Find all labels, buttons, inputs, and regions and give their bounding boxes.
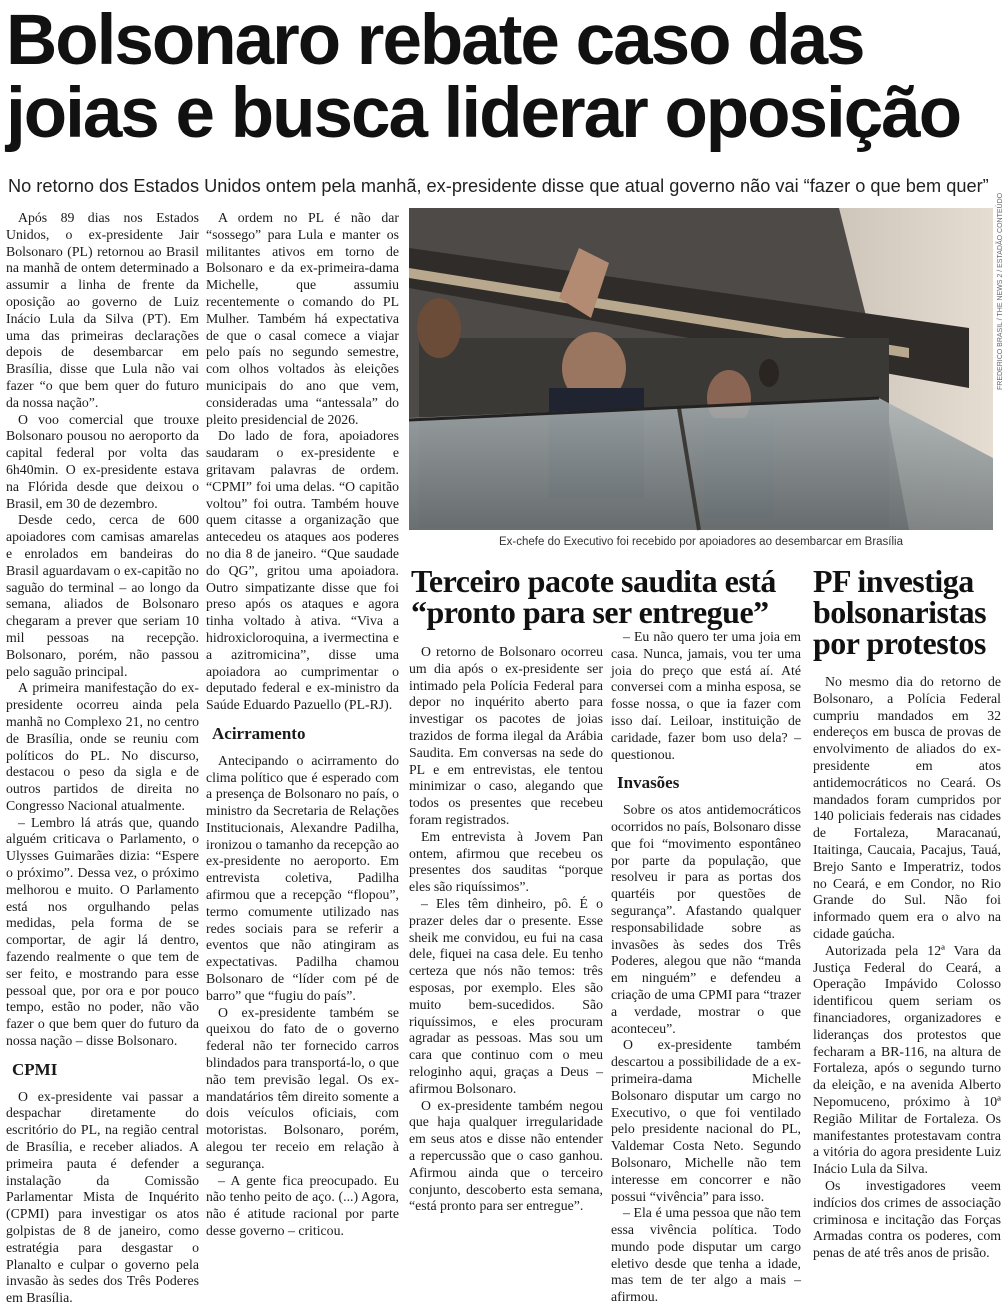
paragraph: No mesmo dia do retorno de Bolsonaro, a Polícia Federal cumpriu mandados em 32 endereços em busca de provas de envolvimento de aliados do ex-presidente em atos antidemocráticos no Ceará. Os mandados foram cumpridos por 140 policiais federais nas cidades de Fortaleza, Maracanaú, Itaitinga, Caucaia, Pacajus, Tauá, Brejo Santo e Imperatriz, todos no Ceará, e em Condor, no Rio Grande do Sul. Não foi informado quem era o alvo na cidade gaúcha.	[813, 674, 1001, 941]
paragraph: Os investigadores veem indícios dos crimes de associação criminosa e incitação das Forças Armadas contra os poderes, com penas de até três anos de prisão.	[813, 1177, 1001, 1261]
story2-column-1	[409, 644, 603, 1222]
paragraph: O ex-presidente também negou que haja qualquer irregularidade em seus atos e disse não entender a repercussão que o caso ganhou. Afirmou ainda que o terceiro conjunto, descoberto esta semana, “está pronto para ser entregue”.	[409, 1097, 603, 1214]
paragraph: – Lembro lá atrás que, quando alguém criticava o Parlamento, o Ulysses Guimarães dizia: “Espere o próximo”. Dessa vez, o próximo melhorou e muito. O Parlamento está nos orgulhando pelas medidas, pela forma de se comportar, de agir lá dentro, fazendo realmente o que tem de ser feito, e mostrando para esse pessoal que, por ora e por pouco tempo, estão no poder, não vão fazer o que bem quer do futuro da nossa nação – disse Bolsonaro.	[6, 814, 199, 1049]
paragraph: O retorno de Bolsonaro ocorreu um dia após o ex-presidente ser intimado pela Polícia Federal para depor no inquérito aberto para investigar os pacotes de joias trazidos de forma ilegal da Arábia Saudita. Em conversas na sede do PL e em entrevistas, ele tentou minimizar o caso, alegando que todos os presentes que recebeu foram registrados.	[409, 644, 603, 827]
paragraph: Desde cedo, cerca de 600 apoiadores com camisas amarelas e enrolados em bandeiras do Brasil aguardavam o ex-capitão no saguão do terminal – ao longo da semana, aliados de Bolsonaro chegaram a prever que seriam 10 mil pessoas na recepção. Bolsonaro, porém, não passou pelo saguão principal.	[6, 512, 199, 679]
story3-headline: PF investiga bolsonaristas por protestos	[813, 563, 987, 661]
story2-headline: Terceiro pacote saudita está “pronto para ser entregue”	[411, 563, 776, 630]
photo-credit: FREDERICO BRASIL / THE NEWS 2 / ESTADÃO CONTEÚDO	[997, 192, 1004, 390]
subheading-cpmi: CPMI	[12, 1059, 58, 1079]
paragraph: – Eles têm dinheiro, pô. É o prazer deles dar o presente. Esse sheik me convidou, eu fui na casa dele, fiquei na casa dele. Eu tenho certeza que nós não temos: três esposas, por exemplo. Eles são muito bem-sucedidos. São riquíssimos, e eles procuram agradar as pessoas. Mas sou um cara que continuo com o meu reloginho aqui, graças a Deus – afirmou Bolsonaro.	[409, 895, 603, 1096]
news-photo	[409, 208, 993, 530]
paragraph: – A gente fica preocupado. Eu não tenho peito de aço. (...) Agora, não é atitude racional por parte desse governo – criticou.	[206, 1172, 399, 1239]
paragraph: A ordem no PL é não dar “sossego” para Lula e manter os militantes ativos em torno de Bolsonaro e da ex-primeira-dama Michelle, que assumiu recentemente o comando do PL Mulher. Também há expectativa de que o casal comece a viajar pelo país no segundo semestre, com olhos voltados às eleições municipais do ano que vem, consideradas uma “antessala” do pleito presidencial de 2026.	[206, 210, 399, 427]
paragraph: Sobre os atos antidemocráticos ocorridos no país, Bolsonaro disse que foi “movimento espontâneo por parte da população, que resolveu ir para as portas dos quartéis por questões de segurança”. Afastando qualquer responsabilidade sobre as invasões às sedes dos Três Poderes, alegou que não “manda em ninguém” e defendeu a criação de uma CPMI para “trazer a verdade, mostrar o que aconteceu”.	[611, 802, 801, 1036]
paragraph: Do lado de fora, apoiadores saudaram o ex-presidente e gritavam palavras de ordem. “CPMI” foi uma delas. “O capitão voltou” foi outra. Também houve quem citasse a organização que antecedeu os ataques aos poderes no dia 8 de janeiro. “Que saudade do QG”, gritou uma apoiadora. Outro simpatizante disse que foi preso após os ataques e agora tinha voltado à ativa. “Viva a hidroxicloroquina, a ivermectina e a azitromicina”, disse uma apoiadora ao cumprimentar o deputado federal e ex-ministro da Saúde Eduardo Pazuello (PL-RJ).	[206, 428, 399, 713]
subheading-acirramento: Acirramento	[212, 723, 306, 743]
paragraph: O ex-presidente também descartou a possibilidade de a ex-primeira-dama Michelle Bolsonaro disputar um cargo no Executivo, o que foi ventilado pelo presidente nacional do PL, Valdemar Costa Neto. Segundo Bolsonaro, Michelle não tem interesse em concorrer e não possui “vivência” para isso.	[611, 1037, 801, 1204]
main-story-column-2	[206, 210, 399, 1239]
paragraph: Após 89 dias nos Estados Unidos, o ex-presidente Jair Bolsonaro (PL) retornou ao Brasil na manhã de ontem determinado a assumir a linha de frente da oposição ao governo de Luiz Inácio Lula da Silva (PT). Em uma das primeiras declarações depois de desembarcar em Brasília, disse que Lula não vai fazer “o que bem quer do futuro da nossa nação”.	[6, 210, 199, 410]
main-story-column-1	[6, 210, 199, 1306]
photo-illustration	[409, 208, 993, 530]
paragraph: Em entrevista à Jovem Pan ontem, afirmou que recebeu os presentes dos sauditas “porque eles são riquíssimos”.	[409, 828, 603, 895]
story3-column	[813, 674, 1001, 1261]
photo-caption: Ex-chefe do Executivo foi recebido por apoiadores ao desembarcar em Brasília	[499, 536, 903, 548]
story2-column-2	[611, 629, 801, 1305]
paragraph: – Eu não quero ter uma joia em casa. Nunca, jamais, vou ter uma joia do preço que está aí. Até conversei com a minha esposa, se fosse nossa, o que ia fazer com isso daí. Leiloar, instituição de caridade, fazer bom uso dela? – questionou.	[611, 629, 801, 762]
headline: Bolsonaro rebate caso das joias e busca liderar oposição	[6, 1, 961, 153]
paragraph: O ex-presidente também se queixou do fato de o governo federal não ter fornecido carros blindados para transportá-lo, o que não tem previsão legal. Os ex-mandatários têm direito somente a dois veículos oficiais, com motoristas. Bolsonaro, porém, alegou ter receio em relação à segurança.	[206, 1004, 399, 1171]
subheadline: No retorno dos Estados Unidos ontem pela manhã, ex-presidente disse que atual governo não vai “fazer o que bem quer”	[8, 176, 989, 196]
paragraph: O ex-presidente vai passar a despachar diretamente do escritório do PL, na região central de Brasília, e receber aliados. A primeira pauta é defender a instalação da Comissão Parlamentar Mista de Inquérito (CPMI) para investigar os atos golpistas de 8 de janeiro, como estratégia para desgastar o Planalto e culpar o governo pela invasão às sedes dos Três Poderes em Brasília.	[6, 1088, 199, 1306]
paragraph: A primeira manifestação do ex-presidente ocorreu ainda pela manhã no Complexo 21, no centro de Brasília, onde se reuniu com políticos do PL. No discurso, destacou o peso da sigla e de outros partidos de direita no Congresso Nacional atualmente.	[6, 680, 199, 813]
paragraph: Autorizada pela 12ª Vara da Justiça Federal do Ceará, a Operação Impávido Colosso identificou quem seriam os financiadores, organizadores e lideranças dos protestos que fecharam a BR-116, na altura de Fortaleza, após o segundo turno da eleição, e na avenida Alberto Nepomuceno, próximo à 10ª Região Militar de Fortaleza. Os manifestantes protestavam contra a vitória do agora presidente Luiz Inácio Lula da Silva.	[813, 942, 1001, 1177]
paragraph: – Ela é uma pessoa que não tem essa vivência política. Todo mundo pode disputar um cargo eletivo desde que tenha a idade, mas tem de ter algo a mais – afirmou.	[611, 1205, 801, 1305]
paragraph: Antecipando o acirramento do clima político que é esperado com a presença de Bolsonaro no país, o ministro da Secretaria de Relações Institucionais, Alexandre Padilha, ironizou o tamanho da recepção ao ex-presidente no aeroporto. Em entrevista coletiva, Padilha afirmou que a recepção “flopou”, termo comumente utilizado nas redes sociais para se referir a eventos que não atingiram as expectativas. Padilha chamou Bolsonaro de “líder com pé de barro” que “fugiu do país”.	[206, 752, 399, 1003]
paragraph: O voo comercial que trouxe Bolsonaro pousou no aeroporto da capital federal por volta das 6h40min. O ex-presidente estava na Flórida desde que deixou o Brasil, em 30 de dezembro.	[6, 411, 199, 511]
subheading-invasoes: Invasões	[617, 773, 680, 793]
